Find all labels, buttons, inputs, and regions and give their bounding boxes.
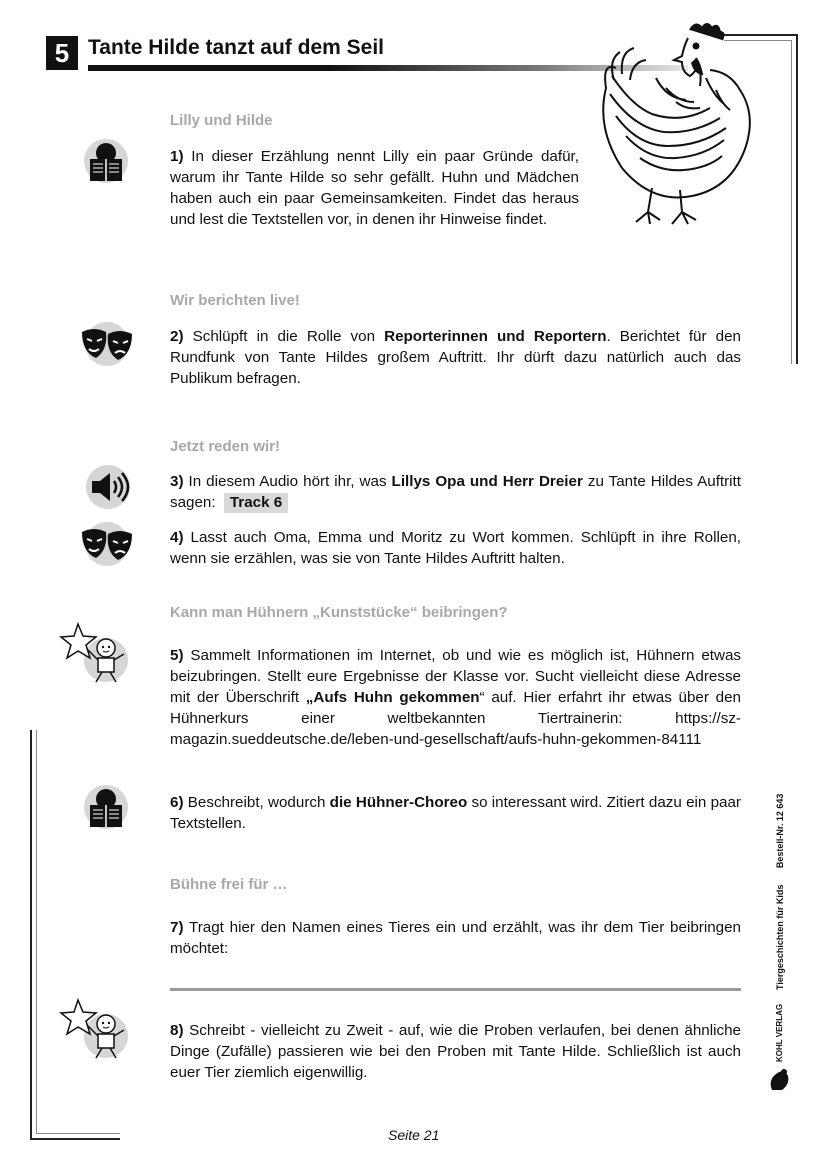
audio-track-badge: Track 6 [224,493,288,513]
task-5: 5) Sammelt Informationen im Internet, ob und wie es möglich ist, Hühnern etwas beizubringen. Stellt eure Ergebnisse der Klasse vor. Sucht vielleicht diese Adresse mit der Überschrift „Aufs Huhn gekommen“ auf. Hier erfahrt ihr etwas über den Hühnerkurs einer weltbekannten Tiertrainerin: https://sz-magazin.sueddeutsche.de/leben-und-gesellschaft/aufs-huhn-gekommen-84111 [170,647,741,748]
side-order-number: Bestell-Nr. 12 643 [775,793,785,869]
task-6: 6) Beschreibt, wodurch die Hühner-Choreo so interessant wird. Zitiert dazu ein paar Textstellen. [170,794,741,832]
task-1: 1) In dieser Erzählung nennt Lilly ein paar Gründe dafür, warum ihr Tante Hilde so sehr gefällt. Huhn und Mädchen haben auch ein paar Gemeinsamkeiten. Findet das heraus und lest die Textstellen vor, in denen ihr Hinweise findet. [170,148,579,228]
page-title: Tante Hilde tanzt auf dem Seil [88,36,384,59]
side-series-info [775,780,785,990]
star-child-icon [58,622,134,688]
theater-masks-icon [80,320,134,368]
task-8: 8) Schreibt - vielleicht zu Zweit - auf, wie die Proben verlaufen, bei denen ähnliche Dinge (Zufälle) passieren wie bei den Proben mit Tante Hilde. Schließlich ist auch euer Tier ziemlich eigenwillig. [170,1022,741,1081]
frame-top-right-v-inner [791,40,792,364]
speaker-icon [84,463,132,511]
chicken-illustration [596,18,758,236]
task-3: 3) In diesem Audio hört ihr, was Lillys Opa und Herr Dreier zu Tante Hildes Auftritt sagen: Track 6 [170,473,741,511]
frame-bottom-left-h-inner [36,1133,120,1134]
star-child-icon [58,998,134,1064]
section-heading-kunststuecke: Kann man Hühnern „Kunststücke“ beibringen? [170,604,508,621]
section-heading-buehne-frei: Bühne frei für … [170,876,288,893]
publisher-logo-icon [768,1066,790,1092]
frame-bottom-left-h [30,1138,120,1140]
theater-masks-icon [80,520,134,568]
reading-child-icon [82,137,130,185]
task-2: 2) Schlüpft in die Rolle von Reporterinnen und Reportern. Berichtet für den Rundfunk von Tante Hildes großem Auftritt. Ihr dürft dazu natürlich auch das Publikum befragen. [170,328,741,387]
section-heading-lilly-und-hilde: Lilly und Hilde [170,112,273,129]
publisher-logo-text: KOHL VERLAG [775,1003,784,1062]
side-title: Tiergeschichten für Kids [775,884,785,990]
frame-bottom-left-v-inner [36,730,37,1133]
chapter-number: 5 [46,36,78,70]
frame-bottom-left-v [30,730,32,1140]
section-heading-jetzt-reden-wir: Jetzt reden wir! [170,438,281,455]
answer-line [170,988,741,991]
page-number: Seite 21 [388,1127,440,1143]
frame-top-right-v [796,34,798,364]
section-heading-wir-berichten-live: Wir berichten live! [170,292,300,309]
task-7: 7) Tragt hier den Namen eines Tieres ein und erzählt, was ihr dem Tier beibringen möchtet: [170,919,741,957]
task-4: 4) Lasst auch Oma, Emma und Moritz zu Wort kommen. Schlüpft in ihre Rollen, wenn sie erzählen, was sie von Tante Hildes Auftritt halten. [170,529,741,567]
reading-child-icon [82,783,130,831]
